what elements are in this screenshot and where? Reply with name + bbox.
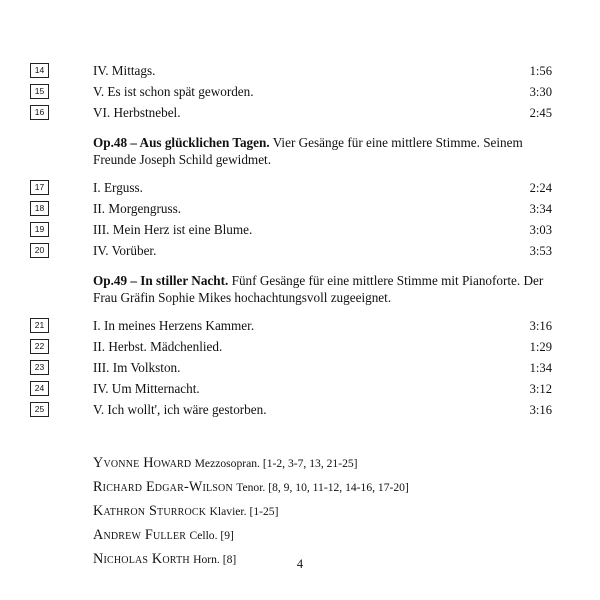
track-number: 25 — [30, 402, 49, 417]
track-number: 21 — [30, 318, 49, 333]
track-title: III. Mein Herz ist eine Blume. — [93, 222, 253, 237]
list-item — [93, 479, 552, 496]
work-title: Aus glücklichen Tagen. — [139, 135, 270, 150]
table-row — [30, 83, 552, 101]
track-duration: 2:45 — [529, 106, 552, 120]
tracklist-continued — [30, 62, 552, 122]
track-title: VI. Herbstnebel. — [93, 105, 181, 120]
tracklist-op48 — [30, 179, 552, 260]
page-number: 4 — [296, 557, 304, 571]
performer-name: Richard Edgar-Wilson — [93, 479, 233, 495]
track-duration: 3:53 — [529, 244, 552, 258]
track-title: IV. Vorüber. — [93, 243, 157, 258]
table-row — [30, 380, 552, 398]
table-row — [30, 104, 552, 122]
table-row — [30, 338, 552, 356]
track-number: 24 — [30, 381, 49, 396]
work-title: In stiller Nacht. — [140, 273, 229, 288]
work-heading-op48 — [30, 135, 552, 168]
performer-role: Klavier. [1-25] — [209, 505, 279, 518]
track-title: I. In meines Herzens Kammer. — [93, 318, 255, 333]
track-title: V. Ich wollt', ich wäre gestorben. — [93, 402, 267, 417]
track-number: 18 — [30, 201, 49, 216]
table-row — [30, 200, 552, 218]
track-duration: 3:34 — [529, 202, 552, 216]
table-row — [30, 242, 552, 260]
track-number: 16 — [30, 105, 49, 120]
track-title: V. Es ist schon spät geworden. — [93, 84, 254, 99]
track-number: 14 — [30, 63, 49, 78]
track-number: 15 — [30, 84, 49, 99]
work-opus: Op.48 – — [93, 135, 140, 150]
track-number: 17 — [30, 180, 49, 195]
track-duration: 3:03 — [529, 223, 552, 237]
work-description: Vier Gesänge für eine mittlere Stimme. Seinem Freunde Joseph Schild gewidmet. — [93, 135, 523, 167]
performer-name: Nicholas Korth — [93, 551, 190, 567]
table-row — [30, 221, 552, 239]
table-row — [30, 179, 552, 197]
track-duration: 1:56 — [529, 64, 552, 78]
track-number: 20 — [30, 243, 49, 258]
track-duration: 3:16 — [529, 319, 552, 333]
performer-role: Cello. [9] — [189, 529, 234, 542]
table-row — [30, 359, 552, 377]
work-opus: Op.49 – — [93, 273, 141, 288]
track-duration: 1:29 — [529, 340, 552, 354]
list-item — [93, 503, 552, 520]
performer-role: Horn. [8] — [193, 553, 237, 566]
table-row — [30, 62, 552, 80]
performer-role: Tenor. [8, 9, 10, 11-12, 14-16, 17-20] — [236, 481, 409, 494]
performer-role: Mezzosopran. [1-2, 3-7, 13, 21-25] — [194, 457, 358, 470]
track-title: IV. Mittags. — [93, 63, 156, 78]
track-title: II. Herbst. Mädchenlied. — [93, 339, 223, 354]
track-number: 19 — [30, 222, 49, 237]
table-row — [30, 317, 552, 335]
tracklist-op49 — [30, 317, 552, 419]
track-title: IV. Um Mitternacht. — [93, 381, 200, 396]
list-item — [93, 527, 552, 544]
track-duration: 3:12 — [529, 382, 552, 396]
performer-name: Kathron Sturrock — [93, 503, 207, 519]
track-duration: 1:34 — [529, 361, 552, 375]
performer-name: Yvonne Howard — [93, 455, 192, 471]
table-row — [30, 401, 552, 419]
track-duration: 3:16 — [529, 403, 552, 417]
track-title: III. Im Volkston. — [93, 360, 181, 375]
track-duration: 2:24 — [529, 181, 552, 195]
track-number: 23 — [30, 360, 49, 375]
work-description: Fünf Gesänge für eine mittlere Stimme mit Pianoforte. Der Frau Gräfin Sophie Mikes hochachtungsvoll zugeeignet. — [93, 273, 544, 305]
list-item — [93, 455, 552, 472]
track-duration: 3:30 — [529, 85, 552, 99]
performer-list — [30, 455, 552, 568]
work-heading-op49 — [30, 273, 552, 306]
track-title: II. Morgengruss. — [93, 201, 182, 216]
performer-name: Andrew Fuller — [93, 527, 187, 543]
track-title: I. Erguss. — [93, 180, 143, 195]
track-number: 22 — [30, 339, 49, 354]
